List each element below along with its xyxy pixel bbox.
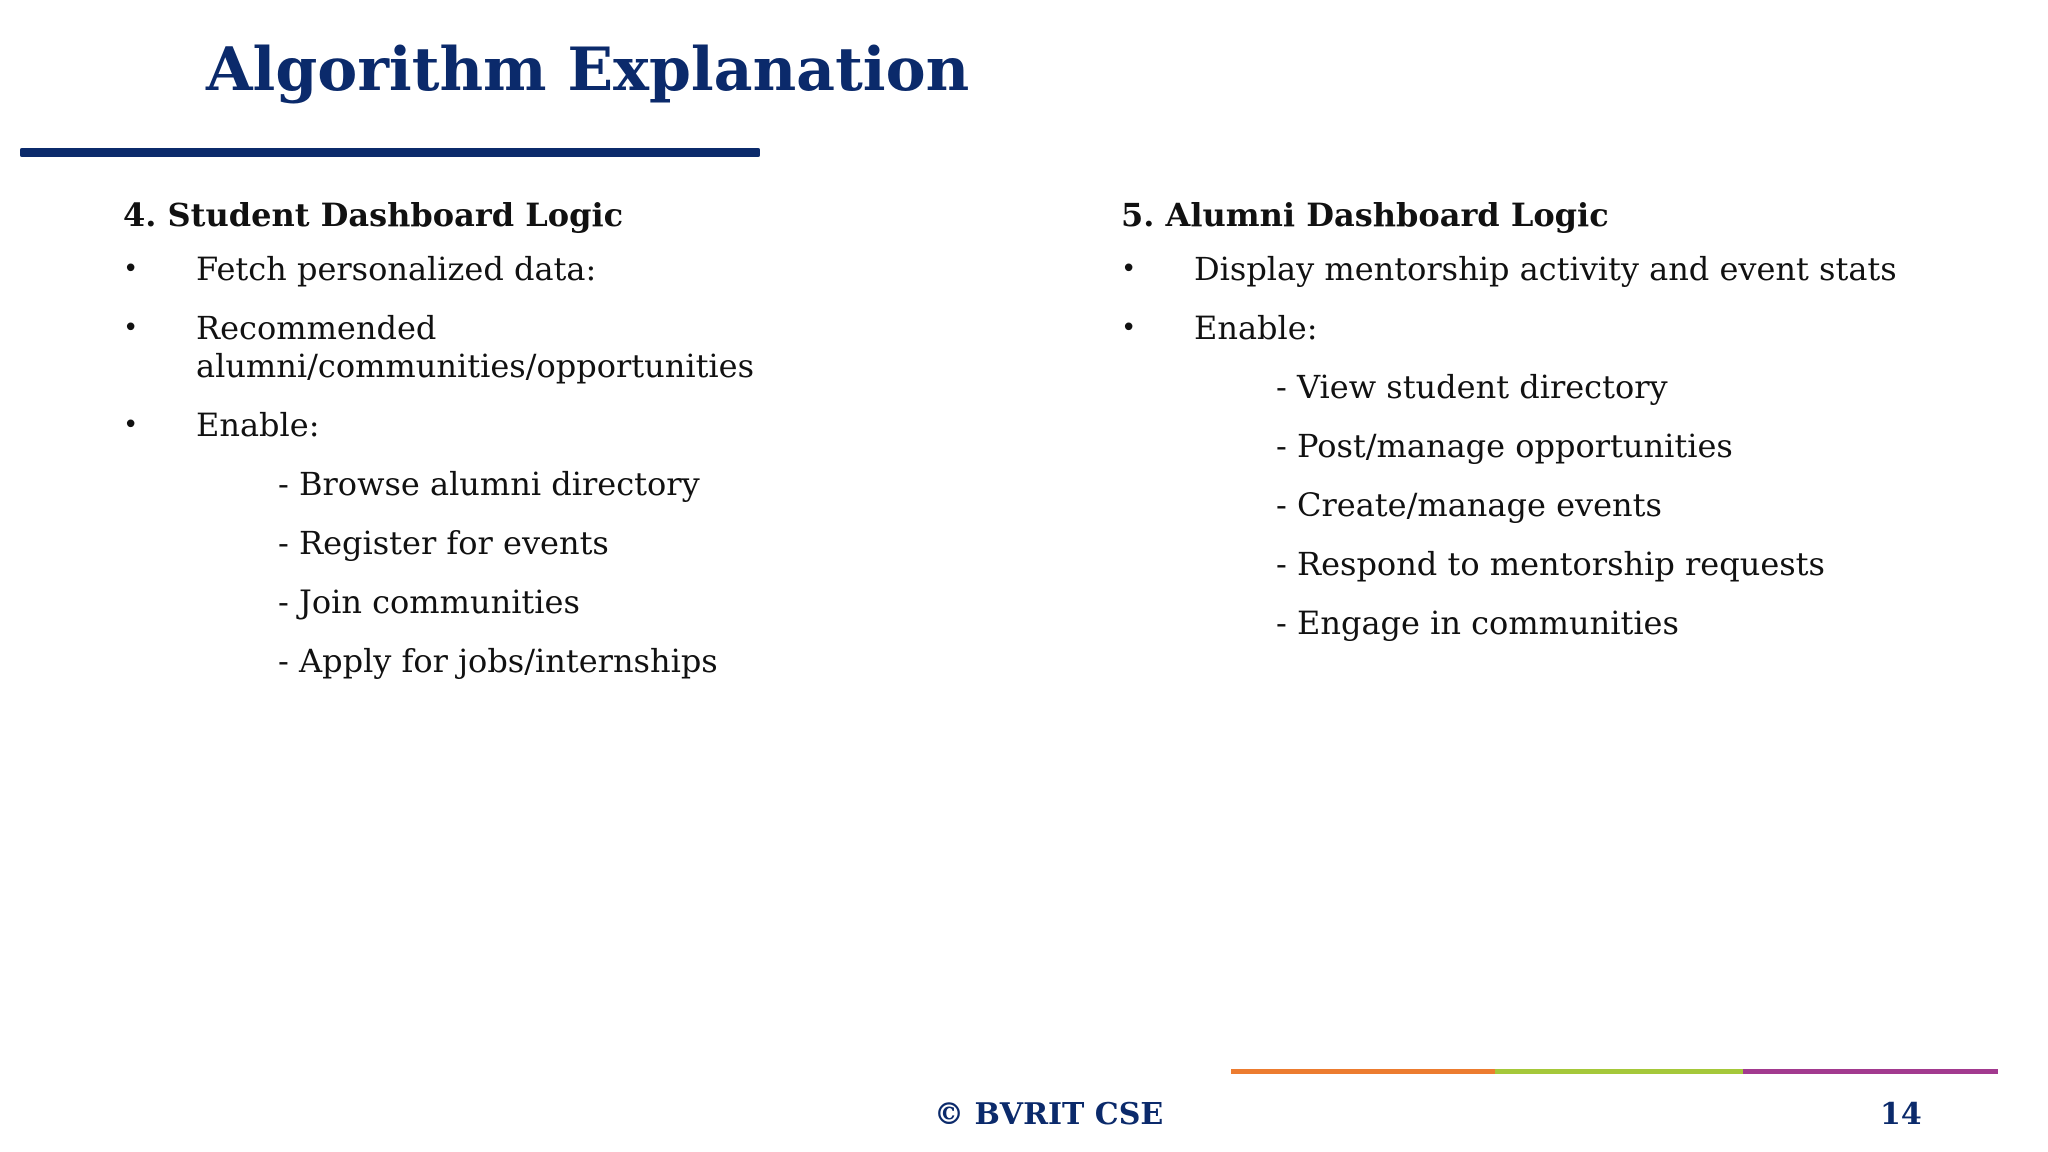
bullet-icon: • xyxy=(123,254,139,284)
alumni-dashboard-section xyxy=(1121,192,2021,663)
alumni-sub-list xyxy=(1121,368,2021,642)
section-heading-student: 4. Student Dashboard Logic xyxy=(123,196,624,234)
list-item xyxy=(123,406,1023,444)
student-bullet-list xyxy=(123,250,1023,444)
accent-bar-orange xyxy=(1231,1069,1495,1074)
page-number: 14 xyxy=(1880,1097,1922,1132)
sub-list-item: - Join communities xyxy=(278,583,580,621)
sub-list-item: - Post/manage opportunities xyxy=(1276,427,1733,465)
footer-copyright: © BVRIT CSE xyxy=(934,1097,1164,1132)
slide-title: Algorithm Explanation xyxy=(206,35,970,105)
list-item xyxy=(123,309,1023,385)
bullet-icon: • xyxy=(123,410,139,440)
section-heading-alumni: 5. Alumni Dashboard Logic xyxy=(1121,196,1609,234)
bullet-icon: • xyxy=(123,313,139,343)
bullet-icon: • xyxy=(1121,313,1137,343)
bullet-text: Recommended xyxy=(196,309,437,347)
list-item xyxy=(1121,250,2021,288)
bullet-text-continuation: alumni/communities/opportunities xyxy=(196,347,755,385)
accent-bar-green xyxy=(1495,1069,1743,1074)
bullet-text: Enable: xyxy=(196,406,320,444)
footer-accent-bars xyxy=(1231,1069,1998,1074)
bullet-text: Enable: xyxy=(1194,309,1318,347)
sub-list-item: - Engage in communities xyxy=(1276,604,1679,642)
sub-list-item: - Respond to mentorship requests xyxy=(1276,545,1825,583)
title-underline xyxy=(20,148,760,157)
alumni-bullet-list xyxy=(1121,250,2021,347)
bullet-text: Display mentorship activity and event stats xyxy=(1194,250,1897,288)
sub-list-item: - Register for events xyxy=(278,524,609,562)
sub-list-item: - View student directory xyxy=(1276,368,1668,406)
list-item xyxy=(123,250,1023,288)
bullet-icon: • xyxy=(1121,254,1137,284)
list-item xyxy=(1121,309,2021,347)
student-dashboard-section xyxy=(123,192,1023,701)
bullet-text: Fetch personalized data: xyxy=(196,250,597,288)
sub-list-item: - Apply for jobs/internships xyxy=(278,642,718,680)
sub-list-item: - Browse alumni directory xyxy=(278,465,700,503)
sub-list-item: - Create/manage events xyxy=(1276,486,1662,524)
accent-bar-purple xyxy=(1743,1069,1998,1074)
student-sub-list xyxy=(123,465,1023,680)
